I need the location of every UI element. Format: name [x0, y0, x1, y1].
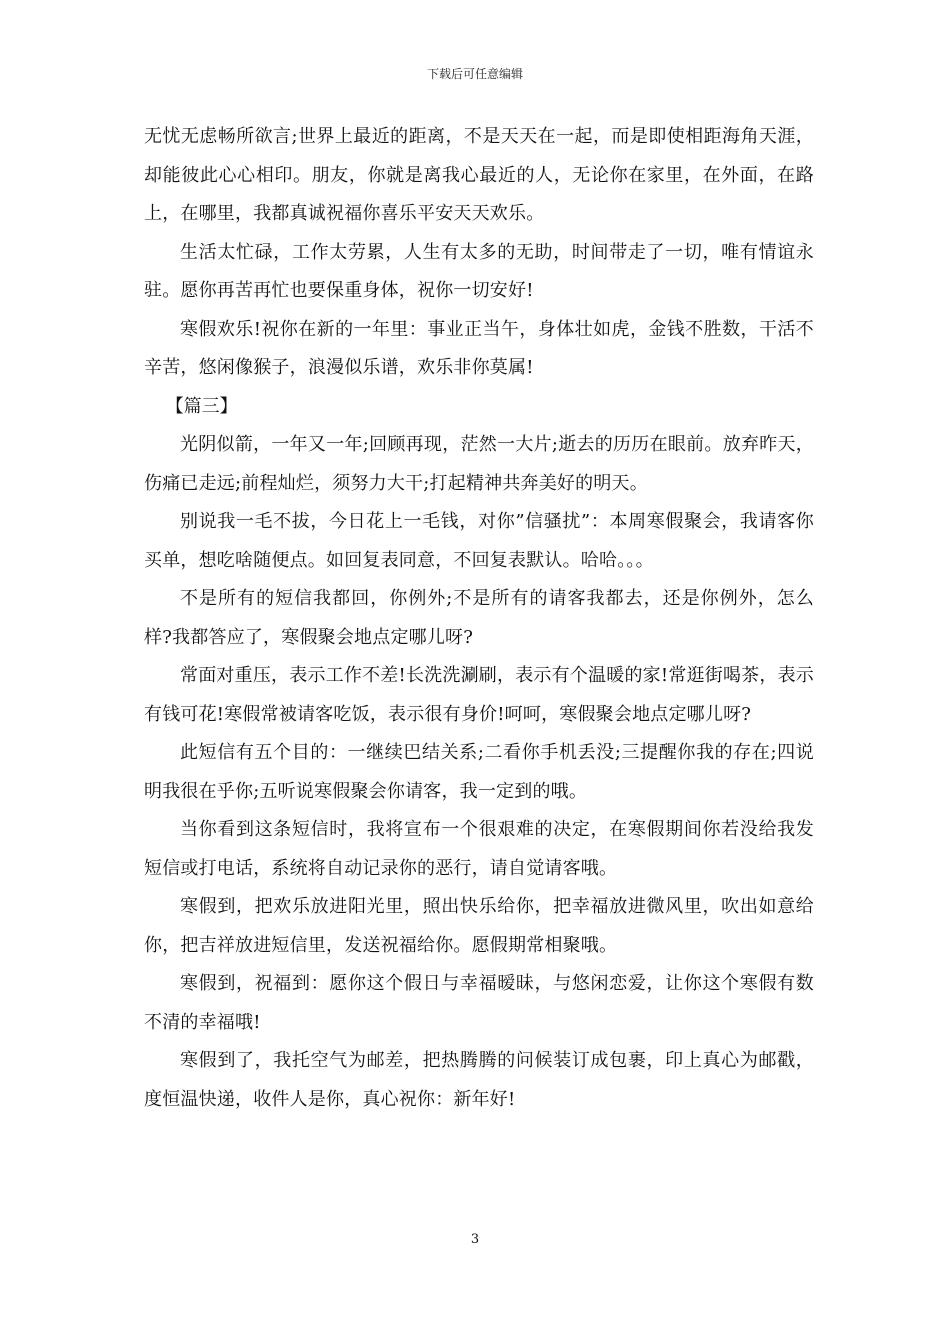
paragraph: 别说我一毛不拔，今日花上一毛钱，对你”信骚扰”：本周寒假聚会，我请客你买单，想吃啥随便点。如回复表同意，不回复表默认。哈哈。。。	[144, 511, 814, 571]
paragraph: 生活太忙碌，工作太劳累，人生有太多的无助，时间带走了一切，唯有情谊永驻。愿你再苦再忙也要保重身体，祝你一切安好!	[144, 241, 814, 301]
document-body	[144, 118, 814, 1119]
paragraph-continued: 无忧无虑畅所欲言;世界上最近的距离，不是天天在一起，而是即使相距海角天涯，却能彼此心心相印。朋友，你就是离我心最近的人，无论你在家里，在外面，在路上，在哪里，我都真诚祝福你喜乐平安天天欢乐。	[144, 126, 814, 224]
page-header: 下载后可任意编辑	[426, 67, 523, 81]
paragraph: 不是所有的短信我都回，你例外;不是所有的请客我都去，还是你例外，怎么样?我都答应了，寒假聚会地点定哪儿呀?	[144, 588, 814, 648]
paragraph: 寒假到了，我托空气为邮差，把热腾腾的问候装订成包裹，印上真心为邮戳，度恒温快递，收件人是你，真心祝你：新年好!	[144, 1050, 814, 1110]
section-heading: 【篇三】	[165, 395, 238, 417]
paragraph: 常面对重压，表示工作不差!长洗洗涮刷，表示有个温暖的家!常逛街喝茶，表示有钱可花!寒假常被请客吃饭，表示很有身价!呵呵，寒假聚会地点定哪儿呀?	[144, 665, 814, 725]
paragraph: 寒假到，把欢乐放进阳光里，照出快乐给你，把幸福放进微风里，吹出如意给你，把吉祥放进短信里，发送祝福给你。愿假期常相聚哦。	[144, 896, 814, 956]
paragraph: 当你看到这条短信时，我将宣布一个很艰难的决定，在寒假期间你若没给我发短信或打电话，系统将自动记录你的恶行，请自觉请客哦。	[144, 819, 814, 879]
paragraph: 此短信有五个目的：一继续巴结关系;二看你手机丢没;三提醒你我的存在;四说明我很在乎你;五听说寒假聚会你请客，我一定到的哦。	[144, 742, 814, 802]
paragraph: 光阴似箭，一年又一年;回顾再现，茫然一大片;逝去的历历在眼前。放弃昨天，伤痛已走远;前程灿烂，须努力大干;打起精神共奔美好的明天。	[144, 434, 814, 494]
paragraph: 寒假欢乐!祝你在新的一年里：事业正当午，身体壮如虎，金钱不胜数，干活不辛苦，悠闲像猴子，浪漫似乐谱，欢乐非你莫属!	[144, 318, 814, 378]
paragraph: 寒假到，祝福到：愿你这个假日与幸福暧昧，与悠闲恋爱，让你这个寒假有数不清的幸福哦!	[144, 973, 814, 1033]
page-number: 3	[470, 1232, 480, 1247]
